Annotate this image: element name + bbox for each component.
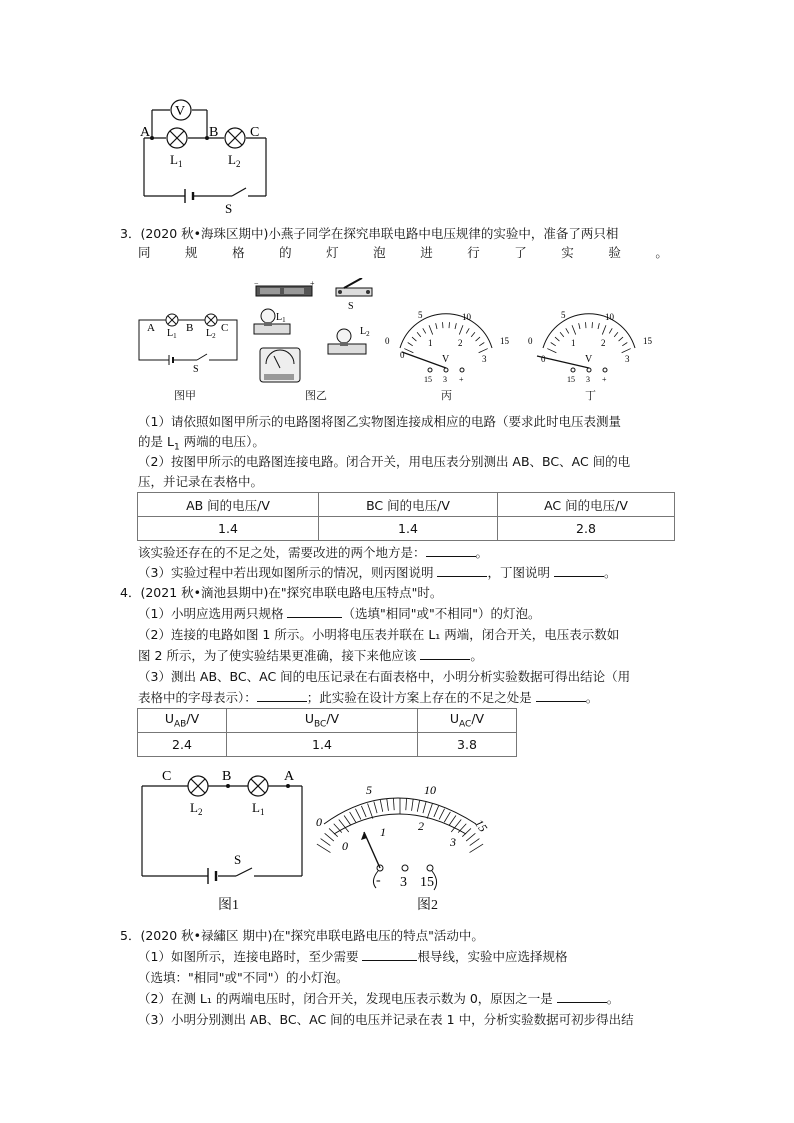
- yi-l1-label: L: [276, 312, 283, 323]
- meter-tick: [412, 337, 416, 341]
- q3-shortfall-end: 。: [475, 545, 489, 560]
- meter-tick: [555, 337, 559, 341]
- q5-p1-line2: （选填："相同"或"不同"）的小灯泡。: [138, 970, 349, 985]
- q5-p3: （3）小明分别测出 AB、BC、AC 间的电压并记录在表 1 中，分析实验数据可初步得出结: [138, 1012, 634, 1027]
- meter-tick: [471, 332, 475, 337]
- q3-p2-line1: （2）按图甲所示的电路图连接电路。闭合开关，用电压表分别测出 AB、BC、AC 间的电: [138, 454, 631, 469]
- q4-p3-line1: （3）测出 AB、BC、AC 间的电压记录在右面表格中，小明分析实验数据可得出结论（用: [138, 669, 631, 684]
- meter-tick: [427, 804, 432, 819]
- fig1-l2-label: L: [190, 800, 198, 815]
- fig-bing-caption: 丙: [441, 389, 452, 402]
- fig2-top-0: 0: [316, 815, 322, 829]
- meter-tick: [439, 809, 444, 820]
- meter-tick: [350, 812, 356, 822]
- meter-tick: [572, 325, 576, 334]
- bing-term-plus: +: [459, 375, 464, 384]
- jia-c-label: C: [221, 322, 229, 334]
- q4-table-cell: 3.8: [418, 733, 517, 757]
- q5-p2-end: 。: [606, 991, 620, 1006]
- ding-bot-3: 3: [625, 354, 630, 364]
- q5-p1-line1: [138, 949, 567, 965]
- q3-p1-line1: （1）请依照如图甲所示的电路图将图乙实物图连接成相应的电路（要求此时电压表测量: [138, 414, 621, 429]
- q3-title-char: 进: [420, 245, 433, 260]
- fig-bing-meter: [380, 306, 514, 390]
- q4-th-unit: /V: [186, 711, 200, 727]
- q5-p1-a: （1）如图所示，连接电路时，至少需要: [138, 949, 359, 964]
- fig2-bot-1: 1: [380, 825, 386, 839]
- meter-tick: [429, 325, 433, 334]
- q3-p3: [138, 565, 616, 581]
- bing-term-3: 3: [443, 375, 447, 384]
- q4-table-header: [227, 709, 418, 733]
- q3-p1-line2b: 两端的电压）。: [179, 434, 265, 449]
- q4-th-main: U: [304, 711, 315, 727]
- svg-text:L1: [167, 328, 177, 340]
- bing-bot-2: 2: [458, 338, 463, 348]
- jia-l2-label: L: [206, 328, 213, 339]
- meter-tick: [423, 328, 426, 333]
- q3-title-char: 格: [232, 245, 245, 260]
- meter-tick: [566, 328, 569, 333]
- meter-tick: [579, 323, 580, 329]
- bing-bot-3: 3: [482, 354, 487, 364]
- q3-title-char: 规: [185, 245, 198, 260]
- fig-jia-caption: 图甲: [174, 389, 196, 402]
- meter-tick: [470, 839, 480, 846]
- q4-p1-b: （选填"相同"或"不相同"）的灯泡。: [342, 606, 541, 621]
- q4-th-sub: BC: [314, 719, 327, 730]
- jia-l1-sub: 1: [173, 332, 177, 340]
- meter-tick: [408, 342, 413, 345]
- answer-blank[interactable]: [287, 606, 342, 618]
- answer-blank[interactable]: [536, 690, 586, 702]
- q3-p3-b: ，丁图说明: [487, 565, 550, 580]
- fig-ding-caption: 丁: [585, 389, 596, 402]
- answer-blank[interactable]: [437, 565, 487, 577]
- meter-tick: [622, 349, 631, 353]
- meter-tick: [325, 833, 334, 841]
- meter-tick: [598, 323, 599, 329]
- point-b-label: B: [209, 125, 219, 140]
- lamp2-label: L: [228, 152, 236, 167]
- fig2-bot-2: 2: [418, 819, 424, 833]
- fig1-c-label: C: [162, 769, 172, 784]
- q3-p1-line2: [138, 434, 265, 456]
- ding-bot-2: 2: [601, 338, 606, 348]
- q5-p2-a: （2）在测 L₁ 的两端电压时，闭合开关，发现电压表示数为 0，原因之一是: [138, 991, 553, 1006]
- bing-top-15: 15: [500, 336, 509, 346]
- answer-blank[interactable]: [420, 648, 470, 660]
- fig2-bot-3: 3: [450, 835, 456, 849]
- meter-tick: [609, 328, 612, 333]
- answer-blank[interactable]: [257, 690, 307, 702]
- bing-top-0: 0: [385, 336, 390, 346]
- meter-tick: [459, 325, 463, 334]
- q4-p1-a: （1）小明应选用两只规格: [138, 606, 284, 621]
- meter-tick: [361, 806, 366, 817]
- yi-l1-sub: 1: [282, 316, 286, 324]
- meter-tick: [380, 800, 382, 812]
- meter-tick: [466, 833, 475, 841]
- q3-table-header: AC 间的电压/V: [498, 493, 675, 517]
- q4-table-cell: 1.4: [227, 733, 418, 757]
- meter-tick: [417, 332, 421, 337]
- meter-tick: [434, 806, 439, 817]
- bing-top-10: 10: [462, 312, 471, 322]
- fig1-caption: 图1: [218, 898, 239, 913]
- answer-blank[interactable]: [426, 545, 476, 557]
- meter-tick: [417, 800, 419, 812]
- q3-p3-a: （3）实验过程中若出现如图所示的情况，则丙图说明: [138, 565, 434, 580]
- q4-p2-line2: [138, 648, 483, 664]
- q3-title-char: 同: [138, 245, 151, 260]
- point-c-label: C: [250, 125, 260, 140]
- q3-title-char: 灯: [326, 245, 339, 260]
- meter-tick: [449, 816, 456, 826]
- q3-title-char: 行: [467, 245, 480, 260]
- fig1-circuit: [136, 764, 312, 894]
- fig-yi-caption: 图乙: [305, 389, 327, 402]
- q5-p2: [138, 991, 619, 1007]
- q3-title-char: 的: [279, 245, 292, 260]
- q3-p1-line2-sub: 1: [173, 442, 180, 453]
- q5-p1-b: 根导线，实验中应选择规格: [417, 949, 568, 964]
- meter-tick: [470, 844, 484, 852]
- svg-text:−: −: [254, 279, 259, 288]
- meter-tick: [387, 799, 389, 811]
- meter-tick: [622, 342, 627, 345]
- answer-blank[interactable]: [554, 565, 604, 577]
- svg-text:L2: [190, 800, 202, 817]
- q4-p3-line2: [138, 690, 598, 706]
- fig1-l1-sub: 1: [259, 807, 265, 817]
- answer-blank[interactable]: [362, 949, 417, 961]
- q4-title: 4．(2021 秋•滴池县期中)在"探究串联电路电压特点"时。: [120, 585, 443, 600]
- meter-tick: [551, 342, 556, 345]
- meter-tick: [317, 844, 331, 852]
- top-circuit-diagram: [130, 96, 280, 216]
- meter-tick: [393, 798, 394, 810]
- q3-p2-line2: 压，并记录在表格中。: [138, 474, 264, 489]
- fig-yi-apparatus: [248, 278, 388, 398]
- meter-tick: [374, 802, 377, 814]
- fig1-l1-label: L: [252, 800, 260, 815]
- q4-th-sub: AB: [174, 719, 187, 730]
- svg-text:L1: [252, 800, 264, 817]
- meter-tick: [466, 328, 469, 333]
- meter-tick: [412, 799, 414, 811]
- yi-l2-sub: 2: [366, 330, 370, 338]
- ding-bot-1: 1: [571, 338, 576, 348]
- bing-bot-1: 1: [428, 338, 433, 348]
- meter-tick: [547, 349, 556, 353]
- ding-unit: V: [585, 354, 593, 365]
- meter-tick: [406, 798, 407, 810]
- meter-tick: [476, 337, 480, 341]
- jia-l1-label: L: [167, 328, 174, 339]
- q4-p2-line1: （2）连接的电路如图 1 所示。小明将电压表并联在 L₁ 两端，闭合开关，电压表示数如: [138, 627, 620, 642]
- q3-title-char: 验: [608, 245, 621, 260]
- q3-title-char: 。: [655, 245, 668, 260]
- answer-blank[interactable]: [557, 991, 607, 1003]
- fig2-top-5: 5: [366, 783, 372, 797]
- q3-title-char: 实: [561, 245, 574, 260]
- q5-title: 5．(2020 秋•禄繡区 期中)在"探究串联电路电压的特点"活动中。: [120, 928, 484, 943]
- meter-tick: [436, 323, 437, 329]
- q3-title-line2: [138, 245, 668, 261]
- q3-title: 3．(2020 秋•海珠区期中)小燕子同学在探究串联电路中电压规律的实验中，准备了两只相: [120, 226, 619, 241]
- bing-unit: V: [442, 354, 450, 365]
- q3-table: [137, 492, 675, 541]
- lamp1-label: L: [170, 152, 178, 167]
- q4-p2-line2a: 图 2 所示，为了使实验结果更准确，接下来他应该: [138, 648, 417, 663]
- q4-th-main: U: [449, 711, 460, 727]
- jia-l2-sub: 2: [212, 332, 216, 340]
- fig2-top-15: 15: [471, 816, 491, 835]
- q4-th-main: U: [164, 711, 175, 727]
- yi-s-label: S: [348, 301, 354, 312]
- q4-th-unit: /V: [326, 711, 340, 727]
- svg-text:+: +: [310, 279, 315, 288]
- meter-tick: [602, 325, 606, 334]
- svg-text:L1: [276, 312, 286, 324]
- fig1-s-label: S: [234, 852, 242, 867]
- fig2-term-15: 15: [420, 875, 434, 890]
- meter-tick: [423, 802, 426, 814]
- ding-term-plus: +: [602, 375, 607, 384]
- ding-top-0: 0: [528, 336, 533, 346]
- fig2-caption: 图2: [417, 898, 438, 913]
- meter-tick: [614, 332, 618, 337]
- ding-term-15: 15: [567, 375, 575, 384]
- q4-table-header: [138, 709, 227, 733]
- q4-table-header: [418, 709, 517, 733]
- q4-p3-line2-end: 。: [585, 690, 599, 705]
- q4-p2-line2-end: 。: [470, 648, 483, 663]
- meter-tick: [479, 342, 484, 345]
- fig1-a-label: A: [284, 769, 295, 784]
- fig-ding-meter: [523, 306, 657, 390]
- jia-a-label: A: [147, 322, 155, 334]
- q4-table: [137, 708, 517, 757]
- q3-shortfall-text: 该实验还存在的不足之处，需要改进的两个地方是：: [138, 545, 426, 560]
- meter-tick: [355, 809, 360, 820]
- yi-l2-label: L: [360, 326, 367, 337]
- q3-table-cell: 2.8: [498, 517, 675, 541]
- meter-tick: [404, 349, 413, 353]
- meter-tick: [321, 839, 331, 846]
- q4-p3-line2b: ；此实验在设计方案上存在的不足之处是: [306, 690, 532, 705]
- q4-p1: [138, 606, 540, 622]
- jia-s-label: S: [193, 364, 199, 375]
- q4-th-unit: /V: [471, 711, 485, 727]
- bing-top-5: 5: [418, 310, 423, 320]
- q3-table-cell: 1.4: [319, 517, 498, 541]
- fig2-term-3: 3: [400, 875, 407, 890]
- q3-p3-end: 。: [603, 565, 617, 580]
- bing-term-15: 15: [424, 375, 432, 384]
- lamp1-sub: 1: [177, 159, 183, 169]
- meter-tick: [368, 804, 373, 819]
- ding-bot-0: 0: [541, 354, 546, 364]
- svg-text:L2: [206, 328, 216, 340]
- meter-tick: [444, 812, 450, 822]
- bing-bot-0: 0: [400, 350, 405, 360]
- point-a-label: A: [140, 125, 151, 140]
- fig1-l2-sub: 2: [197, 807, 203, 817]
- meter-tick: [560, 332, 564, 337]
- q4-th-sub: AC: [459, 719, 472, 730]
- meter-tick: [479, 349, 488, 353]
- svg-text:L2: [228, 152, 240, 169]
- fig1-b-label: B: [222, 769, 232, 784]
- meter-tick: [344, 816, 351, 826]
- meter-tick: [455, 323, 456, 329]
- fig2-term-minus: -: [376, 873, 381, 888]
- ding-term-3: 3: [586, 375, 590, 384]
- fig2-voltmeter: [310, 776, 500, 896]
- fig2-top-10: 10: [424, 783, 436, 797]
- fig-jia-circuit: [135, 304, 243, 400]
- q3-p1-line2a: 的是 L: [138, 434, 174, 449]
- switch-label: S: [225, 201, 233, 216]
- q3-table-header: AB 间的电压/V: [138, 493, 319, 517]
- ding-top-10: 10: [605, 312, 614, 322]
- svg-text:L2: [360, 326, 370, 338]
- q3-title-char: 了: [514, 245, 527, 260]
- ding-top-5: 5: [561, 310, 566, 320]
- svg-text:L1: [170, 152, 182, 169]
- jia-b-label: B: [186, 322, 194, 334]
- q3-shortfall: [138, 545, 488, 561]
- lamp2-sub: 2: [235, 159, 241, 169]
- fig2-bot-0: 0: [342, 839, 348, 853]
- q3-table-header: BC 间的电压/V: [319, 493, 498, 517]
- q4-table-cell: 2.4: [138, 733, 227, 757]
- voltmeter-label: V: [175, 104, 186, 119]
- meter-tick: [619, 337, 623, 341]
- q4-p3-line2a: 表格中的字母表示）：: [138, 690, 257, 705]
- q3-title-char: 泡: [373, 245, 386, 260]
- q3-table-cell: 1.4: [138, 517, 319, 541]
- ding-top-15: 15: [643, 336, 652, 346]
